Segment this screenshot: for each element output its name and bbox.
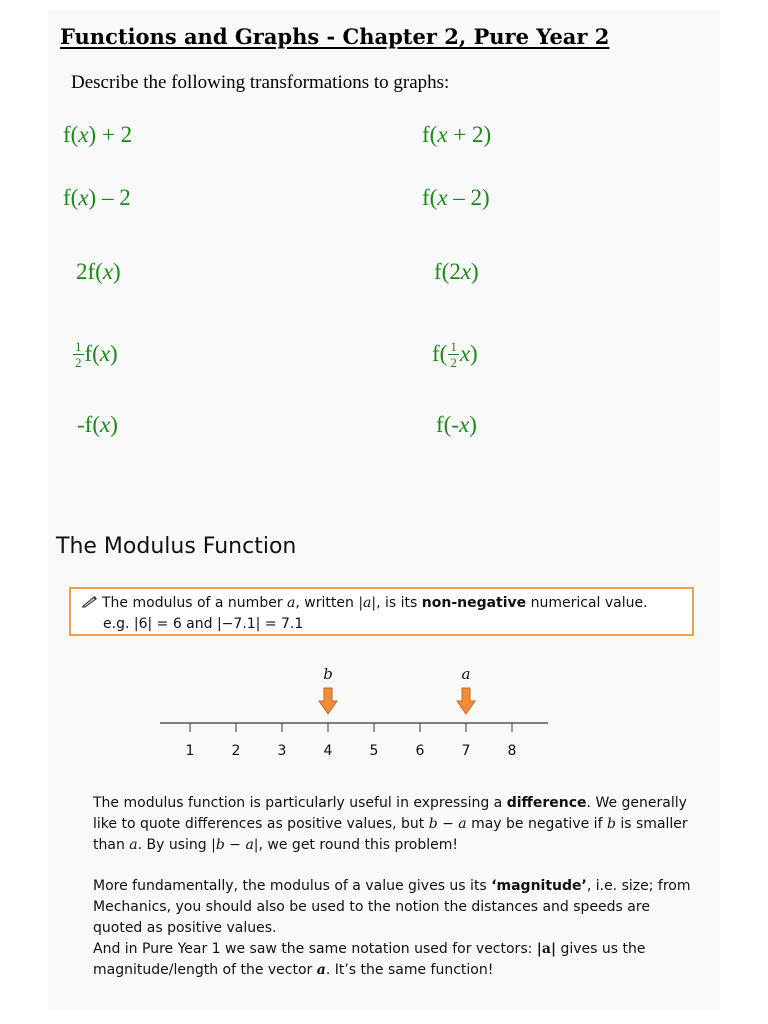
tick-label: 6 [415, 743, 425, 759]
transformation-left-5: -f(x) [77, 412, 118, 437]
transformation-right-5: f(-x) [436, 412, 477, 437]
marker-arrow-icon [319, 688, 337, 714]
marker-label: b [323, 665, 333, 683]
transformation-right-2: f(x – 2) [422, 185, 490, 210]
paragraph-difference: The modulus function is particularly useful in expressing a difference. We generally like to quote differences as positive values, but b − a may be negative if b is smaller than a. By using |b − a|, we get round this problem! [93, 795, 688, 853]
tick-label: 7 [461, 743, 471, 759]
transformation-left-3: 2f(x) [76, 259, 121, 284]
transformation-right-3: f(2x) [434, 259, 479, 284]
tick-label: 5 [369, 743, 379, 759]
transformation-left-1: f(x) + 2 [63, 122, 133, 147]
section-heading: The Modulus Function [56, 534, 297, 559]
definition-box [69, 587, 694, 636]
tick-label: 3 [277, 743, 287, 759]
page-title: Functions and Graphs - Chapter 2, Pure Year 2 [60, 24, 610, 49]
transformation-right-1: f(x + 2) [422, 122, 492, 147]
tick-label: 1 [185, 743, 195, 759]
number-line [150, 655, 560, 765]
tick-label: 8 [507, 743, 517, 759]
fraction-half: $\frac{1}{2}$ [450, 339, 457, 370]
marker-arrow-icon [457, 688, 475, 714]
definition-example: e.g. |6| = 6 and |−7.1| = 7.1 [103, 616, 304, 632]
fraction-half: $\frac{1}{2}$ [75, 339, 82, 370]
tick-label: 2 [231, 743, 241, 759]
pencil-icon [81, 596, 99, 612]
paragraph-vectors: And in Pure Year 1 we saw the same notation used for vectors: |a| gives us the magnitude/length of the vector a. It’s the same function! [93, 941, 646, 978]
page [48, 10, 720, 1010]
definition-text: The modulus of a number a, written |a|, is its non-negative numerical value. [81, 595, 648, 612]
transformation-right-4: f( $\frac{1}{2}$ x) [432, 339, 478, 370]
instruction: Describe the following transformations to graphs: [71, 72, 450, 93]
marker-label: a [461, 665, 471, 683]
transformation-left-2: f(x) – 2 [63, 185, 131, 210]
transformation-left-4: $\frac{1}{2}$ f(x) [75, 339, 118, 370]
tick-label: 4 [323, 743, 333, 759]
paragraph-magnitude: More fundamentally, the modulus of a value gives us its ‘magnitude’, i.e. size; from Mechanics, you should also be used to the notion the distances and speeds are quoted as positive values. [93, 878, 691, 936]
